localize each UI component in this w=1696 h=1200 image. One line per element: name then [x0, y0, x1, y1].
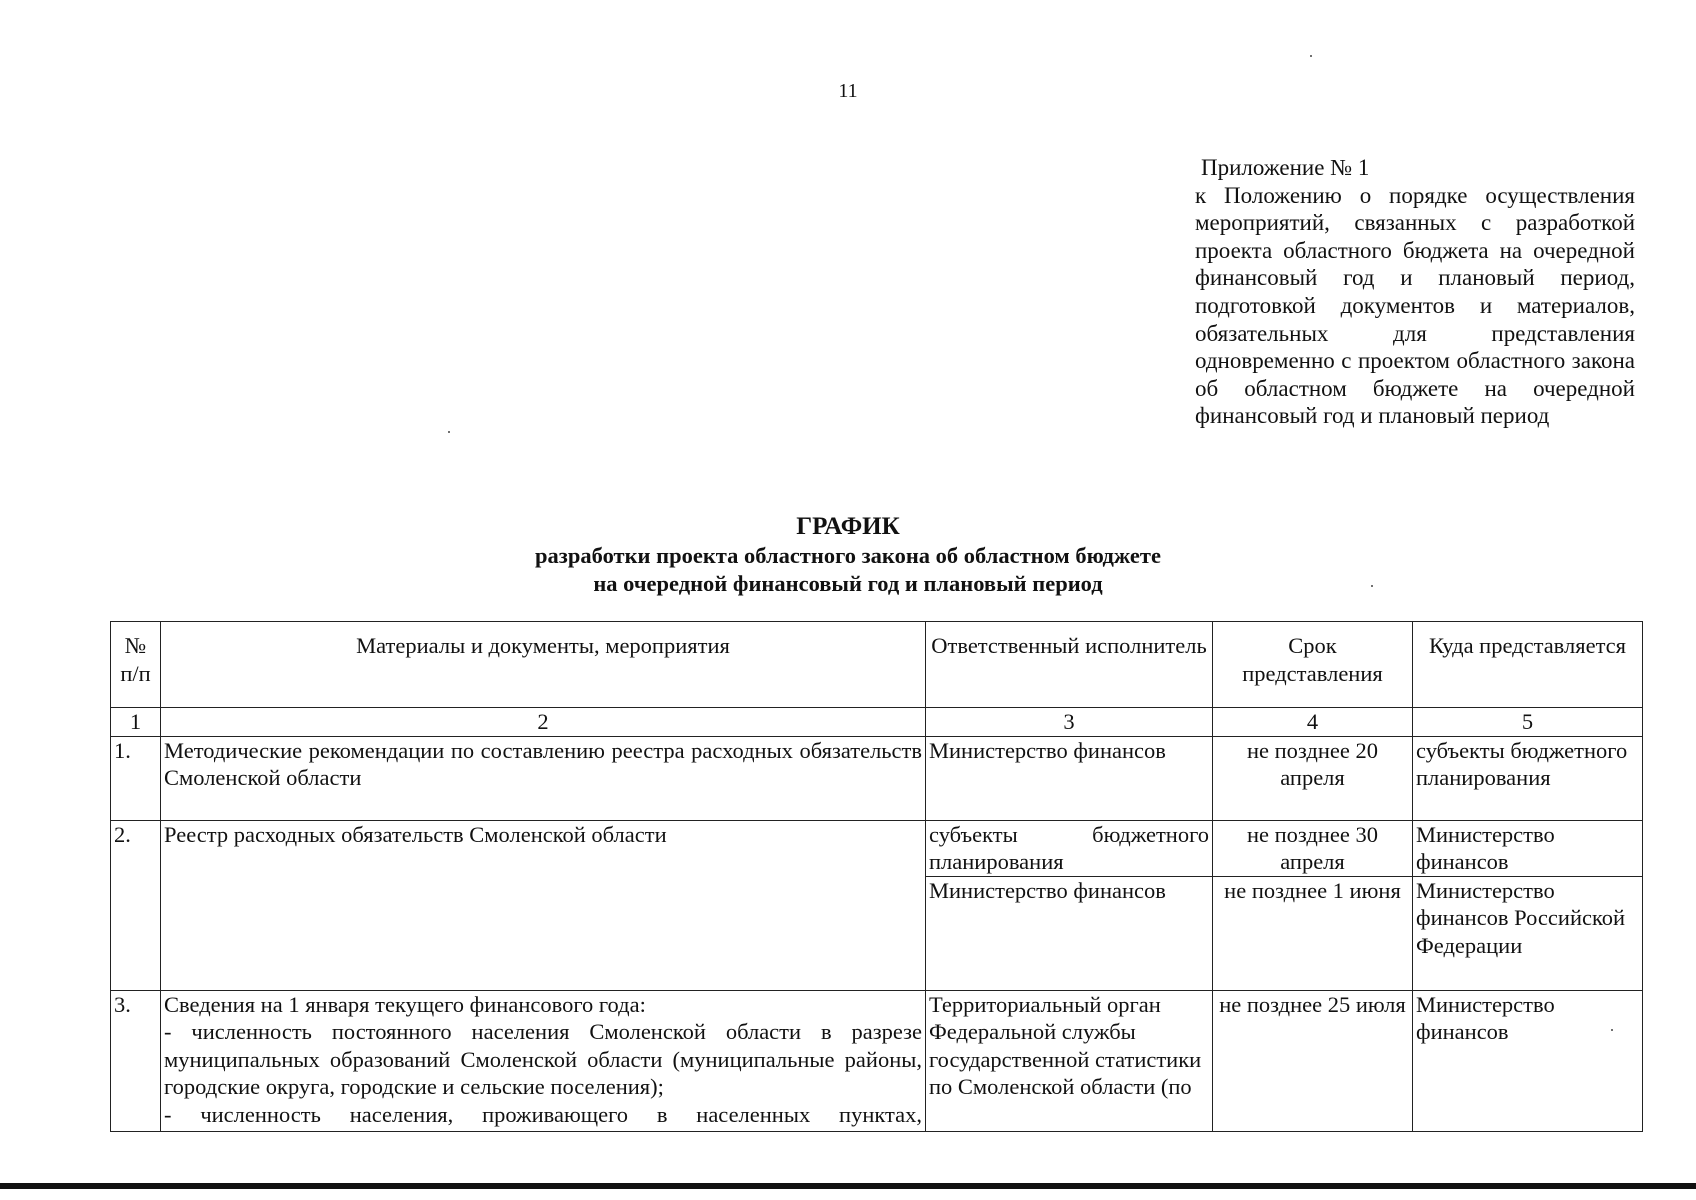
row-deadline: не позднее 30 апреля — [1213, 820, 1413, 876]
table-row — [111, 990, 1643, 1131]
row-deadline: не позднее 1 июня — [1213, 876, 1413, 990]
header-cell: Ответственный исполнитель — [926, 622, 1213, 708]
row-recipient: субъекты бюджетного планирования — [1413, 736, 1643, 820]
appendix-text: к Положению о порядке осуществления мероприятий, связанных с разработкой проекта областного бюджета на очередной финансовый год и плановый период, подготовкой документов и материалов, обязательных для представления одновременно с проектом областного закона об областном бюджете на очередной финансовый год и плановый период — [1195, 182, 1635, 429]
row-recipient: Министерство финансов — [1413, 820, 1643, 876]
row-material-intro: Сведения на 1 января текущего финансового года: — [164, 991, 646, 1017]
schedule-table — [110, 621, 1643, 1132]
row-material-item: - численность населения, проживающего в населенных пунктах, — [164, 1101, 922, 1127]
table-header-row — [111, 622, 1643, 708]
row-material: Реестр расходных обязательств Смоленской области — [161, 820, 926, 990]
row-number: 3. — [111, 990, 161, 1131]
header-cell: № п/п — [111, 622, 161, 708]
header-cell: Срок представления — [1213, 622, 1413, 708]
bottom-scan-edge — [0, 1183, 1696, 1189]
header-cell: Материалы и документы, мероприятия — [161, 622, 926, 708]
row-executor: субъекты бюджетного планирования — [926, 820, 1213, 876]
column-number: 2 — [161, 708, 926, 737]
scan-speck — [1611, 1029, 1613, 1031]
row-material-cell — [161, 990, 926, 1131]
column-number: 4 — [1213, 708, 1413, 737]
appendix-title: Приложение № 1 — [1201, 155, 1370, 180]
table-row — [111, 736, 1643, 820]
row-material: Методические рекомендации по составлению реестра расходных обязательств Смоленской области — [161, 736, 926, 820]
heading-line-1: разработки проекта областного закона об областном бюджете — [535, 543, 1161, 568]
row-deadline: не позднее 25 июля — [1213, 990, 1413, 1131]
row-material-item: - численность постоянного населения Смоленской области в разрезе муниципальных образований Смоленской области (муниципальные районы, городские округа, городские и сельские поселения); — [164, 1019, 922, 1099]
scan-speck — [1371, 585, 1373, 587]
column-number: 5 — [1413, 708, 1643, 737]
page-number: 11 — [838, 80, 858, 102]
row-number: 2. — [111, 820, 161, 990]
table-row — [111, 820, 1643, 876]
heading-line-2: на очередной финансовый год и плановый период — [593, 571, 1103, 596]
row-executor: Министерство финансов — [926, 876, 1213, 990]
row-material-clip — [164, 991, 922, 1127]
row-number: 1. — [111, 736, 161, 820]
appendix-note — [1195, 154, 1635, 430]
document-heading — [0, 512, 1696, 598]
column-number: 1 — [111, 708, 161, 737]
row-deadline: не позднее 20 апреля — [1213, 736, 1413, 820]
row-executor: Территориальный орган Федеральной службы государственной статистики по Смоленской области (по — [926, 990, 1213, 1131]
scan-speck — [1310, 55, 1312, 57]
heading-title: ГРАФИК — [796, 513, 900, 540]
column-number: 3 — [926, 708, 1213, 737]
row-recipient: Министерство финансов Российской Федерации — [1413, 876, 1643, 990]
column-number-row — [111, 708, 1643, 737]
header-cell: Куда представляется — [1413, 622, 1643, 708]
row-recipient: Министерство финансов — [1413, 990, 1643, 1131]
scan-speck — [448, 431, 450, 433]
row-executor: Министерство финансов — [926, 736, 1213, 820]
